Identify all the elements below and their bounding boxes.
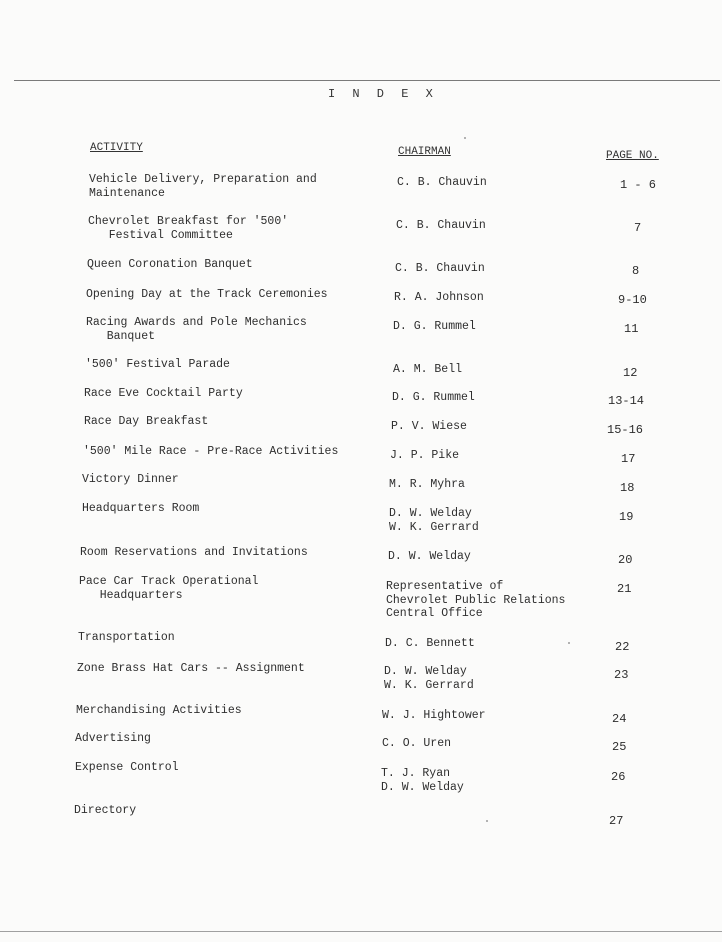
row-activity: Room Reservations and Invitations	[80, 546, 308, 559]
row-activity: Opening Day at the Track Ceremonies	[86, 288, 328, 301]
row-page: 26	[611, 770, 626, 784]
row-activity: '500' Mile Race - Pre-Race Activities	[83, 445, 339, 458]
row-activity: Race Day Breakfast	[84, 415, 209, 428]
scan-speck	[464, 137, 466, 139]
row-chairman: C. O. Uren	[382, 737, 452, 750]
row-page: 8	[632, 264, 640, 278]
row-chairman: Representative of Chevrolet Public Relations Central Office	[386, 580, 566, 620]
row-activity: Racing Awards and Pole Mechanics Banquet	[86, 316, 307, 343]
header-activity: ACTIVITY	[90, 142, 143, 154]
row-chairman: R. A. Johnson	[394, 291, 484, 304]
row-chairman: D. W. Welday	[388, 550, 471, 563]
row-chairman: C. B. Chauvin	[397, 176, 487, 189]
row-chairman: D. C. Bennett	[385, 637, 475, 650]
row-page: 24	[612, 712, 627, 726]
row-chairman: W. J. Hightower	[382, 709, 486, 722]
row-page: 22	[615, 640, 630, 654]
row-activity: Directory	[74, 804, 137, 817]
page-title: I N D E X	[328, 87, 438, 101]
row-page: 7	[634, 221, 642, 235]
bottom-rule	[0, 931, 722, 932]
row-page: 9-10	[618, 293, 647, 307]
row-page: 27	[609, 814, 624, 828]
row-activity: Pace Car Track Operational Headquarters	[79, 575, 259, 602]
row-chairman: T. J. Ryan D. W. Welday	[381, 767, 464, 794]
row-chairman: P. V. Wiese	[391, 420, 467, 433]
row-activity: Merchandising Activities	[76, 704, 242, 717]
row-chairman: D. W. Welday W. K. Gerrard	[384, 665, 474, 692]
row-page: 20	[618, 553, 633, 567]
row-chairman: J. P. Pike	[390, 449, 460, 462]
row-activity: Chevrolet Breakfast for '500' Festival Committee	[88, 215, 289, 242]
header-chairman: CHAIRMAN	[398, 146, 451, 158]
row-chairman: A. M. Bell	[393, 363, 463, 376]
row-activity: Headquarters Room	[82, 502, 200, 515]
row-chairman: D. G. Rummel	[393, 320, 476, 333]
row-activity: Queen Coronation Banquet	[87, 258, 253, 271]
row-page: 13-14	[608, 394, 645, 408]
top-rule	[14, 80, 720, 81]
row-page: 17	[621, 452, 636, 466]
row-page: 12	[623, 366, 638, 380]
row-chairman: C. B. Chauvin	[396, 219, 486, 232]
row-page: 19	[619, 510, 634, 524]
row-activity: Transportation	[78, 631, 175, 644]
row-activity: Victory Dinner	[82, 473, 179, 486]
row-activity: Advertising	[75, 732, 151, 745]
row-page: 21	[617, 582, 632, 596]
row-activity: Vehicle Delivery, Preparation and Maintenance	[89, 173, 317, 200]
scan-speck	[486, 820, 488, 822]
row-page: 15-16	[607, 423, 644, 437]
row-chairman: C. B. Chauvin	[395, 262, 485, 275]
row-page: 11	[624, 322, 639, 336]
row-page: 18	[620, 481, 635, 495]
row-activity: Expense Control	[75, 761, 179, 774]
row-chairman: D. W. Welday W. K. Gerrard	[389, 507, 479, 534]
row-activity: Zone Brass Hat Cars -- Assignment	[77, 662, 305, 675]
row-page: 25	[612, 740, 627, 754]
row-page: 23	[614, 668, 629, 682]
row-chairman: D. G. Rummel	[392, 391, 475, 404]
header-page-no: PAGE NO.	[606, 150, 659, 162]
scan-speck	[568, 642, 570, 644]
row-activity: Race Eve Cocktail Party	[84, 387, 243, 400]
row-page: 1 - 6	[620, 178, 657, 192]
row-chairman: M. R. Myhra	[389, 478, 465, 491]
row-activity: '500' Festival Parade	[85, 358, 230, 371]
